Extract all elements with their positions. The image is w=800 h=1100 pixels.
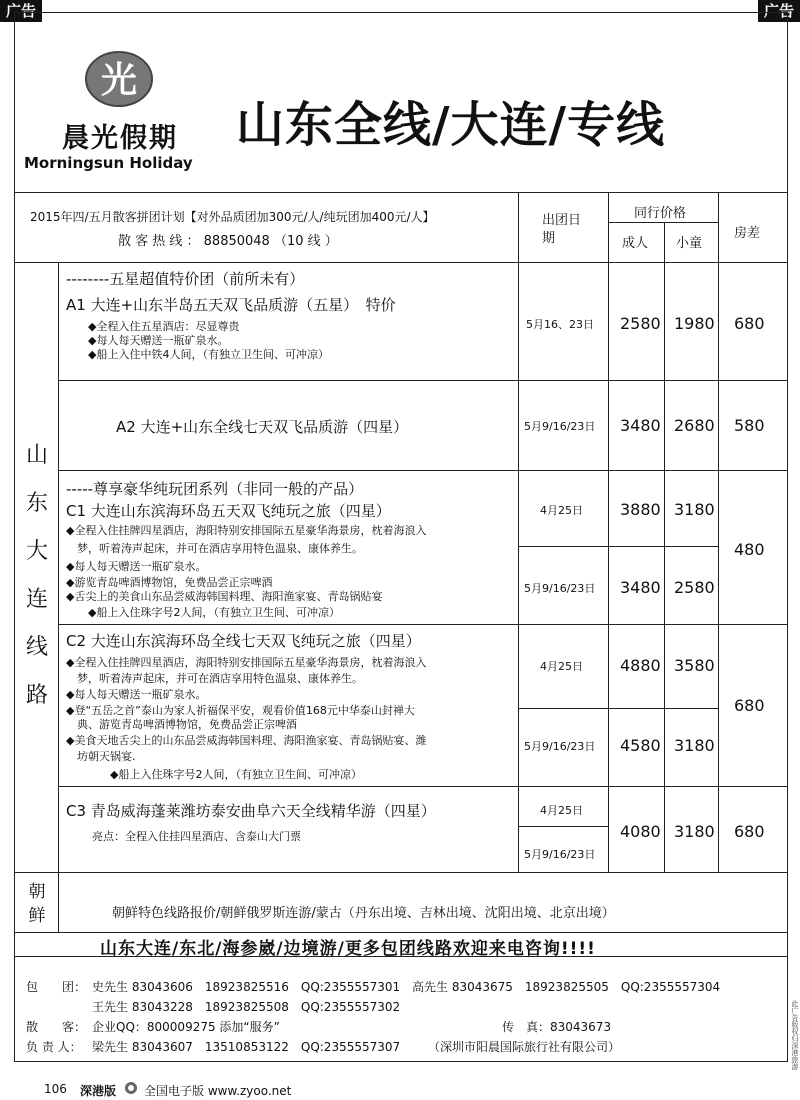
divider (718, 192, 719, 872)
tour-a2-child-price: 2680 (674, 416, 715, 435)
logo-name-en: Morningsun Holiday (24, 154, 193, 172)
divider (58, 624, 788, 625)
tour-c1-title: C1 大连山东滨海环岛五天双飞纯玩之旅（四星） (66, 502, 391, 520)
tour-c3-child-price: 3180 (674, 822, 715, 841)
departure-header: 出团日期 (542, 213, 582, 246)
region-korea: 朝 鲜 (28, 882, 46, 926)
tour-c1-note: ◆全程入住挂牌四星酒店，海阳特别安排国际五星豪华海景房，枕着海浪入 (66, 524, 427, 537)
peer-price-header: 同行价格 (634, 206, 687, 221)
tour-a1-room-diff: 680 (734, 314, 765, 333)
tour-c2-note: ◆美食天地舌尖上的山东品尝威海韩国料理、海阳渔家宴、青岛锅贴宴、潍 (66, 734, 427, 747)
hotline-text: 散 客 热 线 ： 88850048 （10 线 ） (118, 234, 338, 249)
tour-a1-note: ◆船上入住中铁4人间，（有独立卫生间、可冲凉） (88, 348, 329, 361)
tour-a1-note: ◆全程入住五星酒店：尽显尊贵 (88, 320, 240, 333)
five-star-section-title: --------五星超值特价团（前所未有） (66, 270, 305, 288)
divider (608, 222, 718, 223)
group-contact: 史先生 83043606 18923825516 QQ:2355557301 (92, 980, 401, 994)
divider (518, 546, 718, 547)
tour-c3-date: 5月9/16/23日 (524, 848, 596, 861)
tour-c2-adult-price: 4580 (620, 736, 661, 755)
group-contact-label: 包 团： (26, 980, 87, 994)
region-shandong-dalian: 山 东 大 连 线 路 (25, 443, 48, 708)
divider (608, 192, 609, 872)
logo-name-cn: 晨光假期 (62, 123, 178, 154)
group-plan-text: 2015年四/五月散客拼团计划【对外品质团加300元/人/纯玩团加400元/人】 (30, 210, 435, 224)
edition-label: 深港版 (80, 1084, 117, 1098)
tour-c2-date: 4月25日 (540, 660, 583, 673)
divider (14, 262, 788, 263)
tour-c1-note: ◆舌尖上的美食山东品尝威海韩国料理、海阳渔家宴、青岛锅贴宴 (66, 590, 383, 603)
manager-contact-label: 负 责 人： (26, 1040, 82, 1054)
edition-emblem-icon (124, 1081, 138, 1095)
company-name: （深圳市阳晨国际旅行社有限公司） (428, 1040, 621, 1054)
group-contact: 王先生 83043228 18923825508 QQ:2355557302 (92, 1000, 401, 1014)
divider (14, 192, 788, 193)
tour-c1-date: 4月25日 (540, 504, 583, 517)
room-diff-header: 房差 (734, 226, 761, 241)
tour-c2-child-price: 3180 (674, 736, 715, 755)
tour-a1-date: 5月16、23日 (526, 318, 594, 331)
group-contact: 高先生 83043675 18923825505 QQ:2355557304 (412, 980, 721, 994)
promo-banner: 山东大连/东北/海参崴/边境游/更多包团线路欢迎来电咨询!!!! (100, 939, 596, 959)
tour-c2-room-diff: 680 (734, 696, 765, 715)
tour-c1-note: ◆每人每天赠送一瓶矿泉水。 (66, 560, 207, 573)
tour-a2-room-diff: 580 (734, 416, 765, 435)
korea-routes-text: 朝鲜特色线路报价/朝鲜俄罗斯连游/蒙古（丹东出境、吉林出境、沈阳出境、北京出境） (112, 906, 615, 921)
tour-c2-title: C2 大连山东滨海环岛全线七天双飞纯玩之旅（四星） (66, 632, 421, 650)
tour-c1-child-price: 3180 (674, 500, 715, 519)
tour-c2-note: ◆全程入住挂牌四星酒店，海阳特别安排国际五星豪华海景房，枕着海浪入 (66, 656, 427, 669)
tour-c1-note: ◆游览青岛啤酒博物馆，免费品尝正宗啤酒 (66, 576, 273, 589)
divider (58, 380, 788, 381)
sidebar-note: 此广告版权归深港旅游 (791, 1000, 799, 1070)
tour-c2-note: ◆船上入住珠字号2人间，（有独立卫生间、可冲凉） (66, 768, 362, 781)
tour-c1-adult-price: 3880 (620, 500, 661, 519)
tour-c1-room-diff: 480 (734, 540, 765, 559)
tour-c3-highlight: 亮点：全程入住挂四星酒店、含泰山大门票 (92, 830, 301, 843)
page-number: 106 (44, 1082, 67, 1096)
tour-c1-note: 梦，听着涛声起床，并可在酒店享用特色温泉、康体养生。 (66, 542, 363, 555)
tour-a2-title: A2 大连+山东全线七天双飞品质游（四星） (116, 418, 409, 436)
tour-c1-child-price: 2580 (674, 578, 715, 597)
morningsun-logo-icon (84, 50, 154, 108)
retail-contact-label: 散 客： (26, 1020, 87, 1034)
tour-c1-note: ◆船上入住珠字号2人间，（有独立卫生间、可冲凉） (66, 606, 340, 619)
divider (664, 222, 665, 872)
adult-header: 成人 (622, 236, 649, 251)
tour-c2-adult-price: 4880 (620, 656, 661, 675)
tour-a1-adult-price: 2580 (620, 314, 661, 333)
tour-a1-note: ◆每人每天赠送一瓶矿泉水。 (88, 334, 229, 347)
ad-label-right: 广告 (758, 0, 800, 22)
retail-contact: 企业QQ：800009275 添加“服务” (92, 1020, 280, 1034)
luxury-section-title: -----尊享豪华纯玩团系列（非同一般的产品） (66, 480, 364, 498)
tour-c1-date: 5月9/16/23日 (524, 582, 596, 595)
tour-c3-room-diff: 680 (734, 822, 765, 841)
tour-c2-note: ◆登“五岳之首”泰山为家人祈福保平安，观看价值168元中华泰山封禅大 (66, 704, 415, 717)
tour-a1-title: A1 大连+山东半岛五天双飞品质游（五星） 特价 (66, 296, 396, 314)
child-header: 小童 (676, 236, 703, 251)
divider (14, 932, 788, 933)
divider (58, 786, 788, 787)
tour-c3-title: C3 青岛威海蓬莱潍坊泰安曲阜六天全线精华游（四星） (66, 802, 436, 820)
tour-c2-note: 坊朝天锅宴. (66, 750, 136, 763)
divider (518, 708, 718, 709)
tour-c2-note: ◆每人每天赠送一瓶矿泉水。 (66, 688, 207, 701)
tour-c1-adult-price: 3480 (620, 578, 661, 597)
divider (14, 872, 788, 873)
tour-a2-date: 5月9/16/23日 (524, 420, 596, 433)
divider (518, 826, 608, 827)
tour-c2-note: 典、游览青岛啤酒博物馆，免费品尝正宗啤酒 (66, 718, 297, 731)
tour-c3-date: 4月25日 (540, 804, 583, 817)
divider (58, 470, 788, 471)
logo-mark-glyph: 光 (100, 59, 138, 101)
ad-label-left: 广告 (0, 0, 42, 22)
tour-c3-adult-price: 4080 (620, 822, 661, 841)
divider (518, 192, 519, 872)
tour-c2-date: 5月9/16/23日 (524, 740, 596, 753)
tour-c2-note: 梦，听着涛声起床，并可在酒店享用特色温泉、康体养生。 (66, 672, 363, 685)
manager-contact: 梁先生 83043607 13510853122 QQ:2355557307 (92, 1040, 401, 1054)
fax-number: 传 真：83043673 (502, 1020, 612, 1034)
tour-a2-adult-price: 3480 (620, 416, 661, 435)
site-link[interactable]: 全国电子版 www.zyoo.net (144, 1084, 292, 1098)
headline: 山东全线/大连/专线 (236, 97, 666, 153)
divider (58, 262, 59, 932)
tour-a1-child-price: 1980 (674, 314, 715, 333)
tour-c2-child-price: 3580 (674, 656, 715, 675)
